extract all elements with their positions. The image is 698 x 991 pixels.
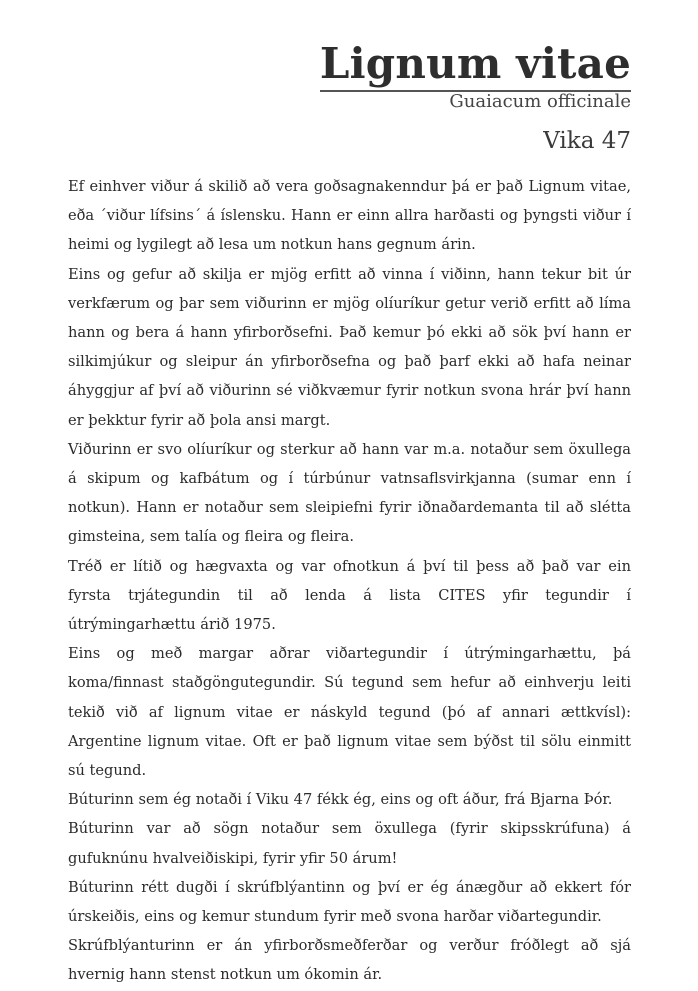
- paragraph: Eins og með margar aðrar viðartegundir í útrýmingarhættu, þá koma/finnast staðgöngutegundir. Sú tegund sem hefur að einhverju leiti tekið við af lignum vitae er náskyld tegund (þó af annari ættkvísl): Argentine lignum vitae. Oft er það lignum vitae sem býðst til sölu einmitt sú tegund.: [68, 645, 631, 780]
- document-page: [68, 40, 631, 990]
- document-subtitle: Guaiacum officinale: [449, 91, 631, 112]
- body-text: [68, 172, 631, 990]
- paragraph: Búturinn rétt dugði í skrúfblýantinn og því er ég ánægður að ekkert fór úrskeiðis, eins og kemur stundum fyrir með svona harðar viðartegundir.: [68, 878, 631, 926]
- week-label: Vika 47: [543, 128, 631, 154]
- paragraph: Eins og gefur að skilja er mjög erfitt að vinna í viðinn, hann tekur bit úr verkfærum og þar sem viðurinn er mjög olíuríkur getur verið erfitt að líma hann og bera á hann yfirborðsefni. Það kemur þó ekki að sök því hann er silkimjúkur og sleipur án yfirborðsefna og það þarf ekki að hafa neinar áhyggjur af því að viðurinn sé viðkvæmur fyrir notkun svona hrár því hann er þekktur fyrir að þola ansi margt.: [68, 265, 631, 429]
- paragraph: Skrúfblýanturinn er án yfirborðsmeðferðar og verður fróðlegt að sjá hvernig hann stenst notkun um ókomin ár.: [68, 937, 631, 984]
- paragraph: Ef einhver viður á skilið að vera goðsagnakenndur þá er það Lignum vitae, eða ´viður lífsins´ á íslensku. Hann er einn allra harðasti og þyngsti viður í heimi og lygilegt að lesa um notkun hans gegnum árin.: [68, 178, 631, 254]
- paragraph: Tréð er lítið og hægvaxta og var ofnotkun á því til þess að það var ein fyrsta trjátegundin til að lenda á lista CITES yfir tegundir í útrýmingarhættu árið 1975.: [68, 557, 631, 634]
- paragraph: Búturinn var að sögn notaður sem öxullega (fyrir skipsskrúfuna) á gufuknúnu hvalveiðiskipi, fyrir yfir 50 árum!: [68, 820, 631, 867]
- paragraph: Búturinn sem ég notaði í Viku 47 fékk ég, eins og oft áður, frá Bjarna Þór.: [68, 791, 613, 809]
- paragraph: Viðurinn er svo olíuríkur og sterkur að hann var m.a. notaður sem öxullega á skipum og kafbátum og í túrbúnur vatnsaflsvirkjanna (sumar enn í notkun). Hann er notaður sem sleipiefni fyrir iðnaðardemanta til að slétta gimsteina, sem talía og fleira og fleira.: [68, 440, 631, 546]
- document-header: [68, 40, 631, 155]
- document-title: Lignum vitae: [320, 40, 631, 92]
